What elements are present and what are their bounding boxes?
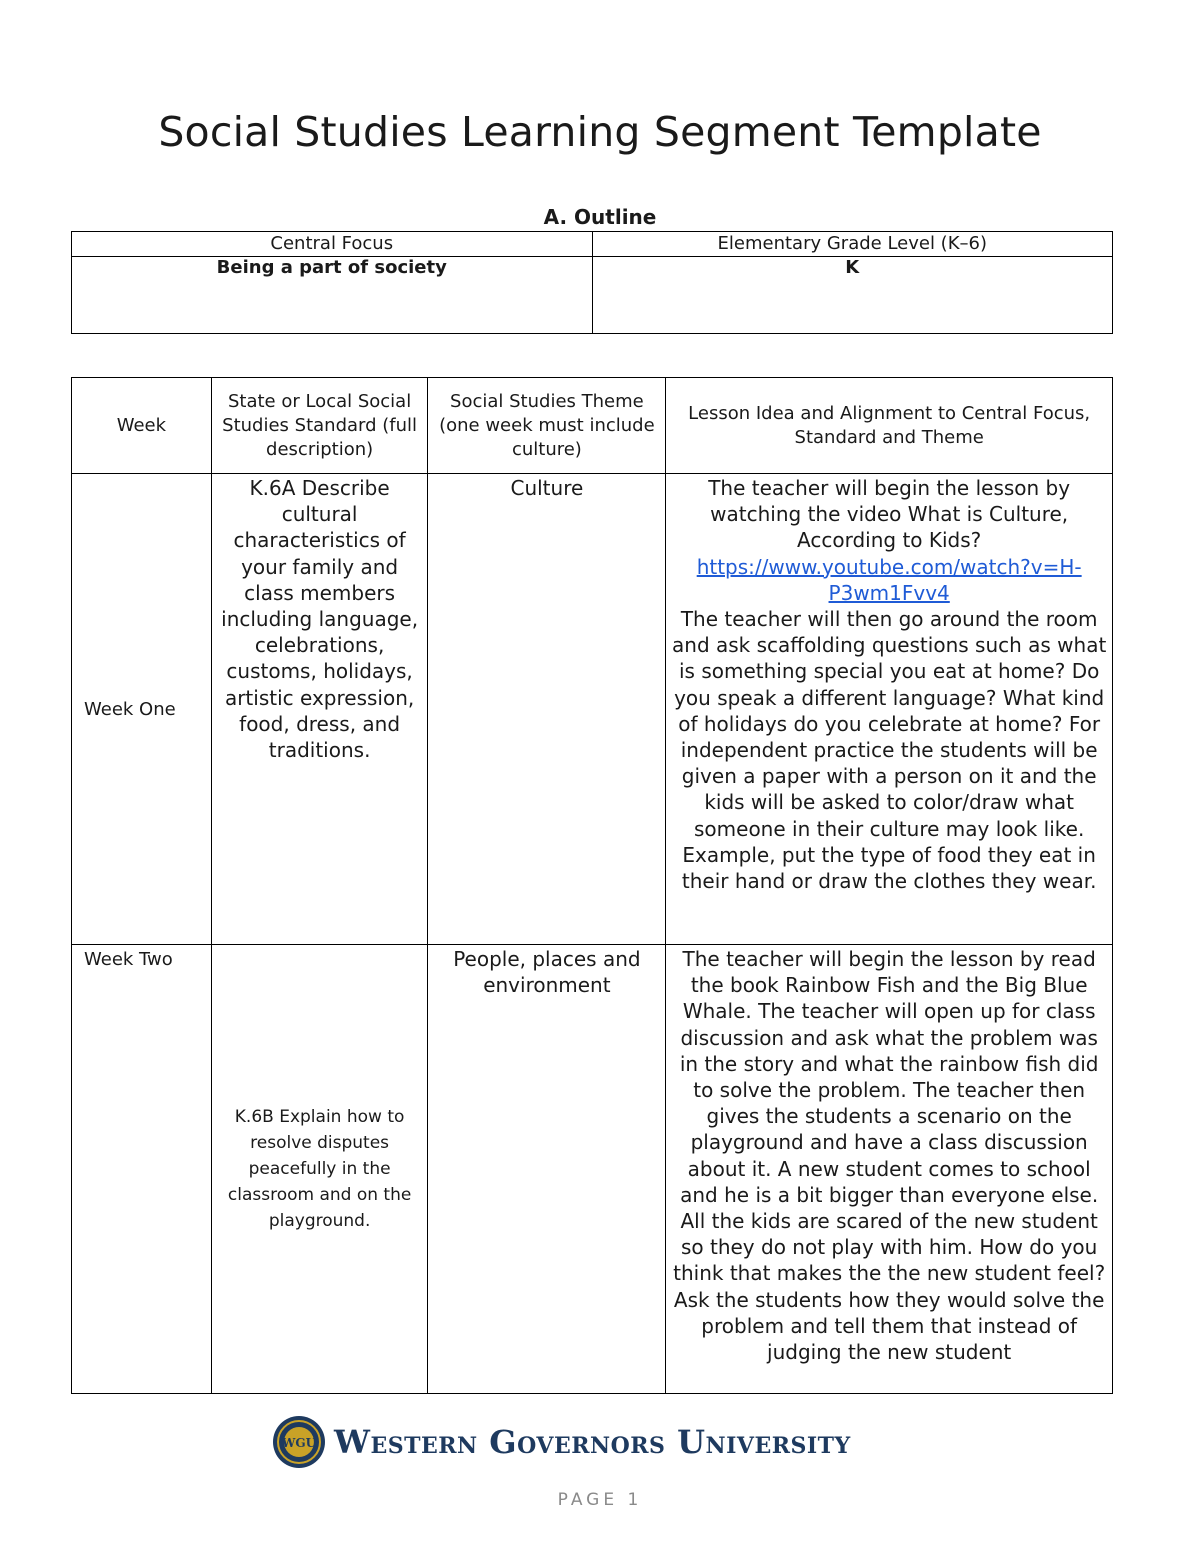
- table-row: [72, 945, 1113, 1394]
- lesson-intro-text: The teacher will begin the lesson by watching the video What is Culture, According to Kids?: [708, 476, 1071, 553]
- wgu-logo: [272, 1414, 851, 1470]
- grade-level-header: Elementary Grade Level (K–6): [592, 232, 1113, 257]
- outline-header-row: [72, 232, 1113, 257]
- video-link[interactable]: https://www.youtube.com/watch?v=H-P3wm1Fvv4: [696, 554, 1082, 605]
- grade-level-value: K: [592, 257, 1113, 334]
- lesson-rest-text: The teacher will then go around the room and ask scaffolding questions such as what is something special you eat at home? Do you speak a different language? What kind of holidays do you celebrate at home? For independent practice the students will be given a paper with a person on it and the kids will be asked to color/draw what someone in their culture may look like. Example, put the type of food they eat in their hand or draw the clothes they wear.: [672, 607, 1107, 894]
- lesson-cell: [666, 474, 1113, 945]
- logo-wordmark: Western Governors University: [334, 1423, 851, 1461]
- wgu-seal-icon: [272, 1415, 326, 1469]
- central-focus-value: Being a part of society: [72, 257, 593, 334]
- theme-cell: People, places and environment: [428, 945, 666, 1394]
- theme-header: Social Studies Theme (one week must include culture): [428, 378, 666, 474]
- document-title: Social Studies Learning Segment Template: [158, 108, 1042, 156]
- section-title: A. Outline: [543, 205, 657, 229]
- outline-value-row: [72, 257, 1113, 334]
- page-number: PAGE 1: [557, 1490, 643, 1510]
- central-focus-header: Central Focus: [72, 232, 593, 257]
- segment-header-row: [72, 378, 1113, 474]
- standard-cell: K.6B Explain how to resolve disputes peacefully in the classroom and on the playground.: [211, 945, 428, 1394]
- standard-header: State or Local Social Studies Standard (full description): [211, 378, 428, 474]
- week-cell: Week One: [72, 474, 212, 945]
- theme-cell: Culture: [428, 474, 666, 945]
- table-row: [72, 474, 1113, 945]
- week-cell: Week Two: [72, 945, 212, 1394]
- standard-cell: K.6A Describe cultural characteristics of your family and class members including language, celebrations, customs, holidays, artistic expression, food, dress, and traditions.: [211, 474, 428, 945]
- lesson-cell: The teacher will begin the lesson by read the book Rainbow Fish and the Big Blue Whale. The teacher will open up for class discussion and ask what the problem was in the story and what the rainbow fish did to solve the problem. The teacher then gives the students a scenario on the playground and have a class discussion about it. A new student comes to school and he is a bit bigger than everyone else. All the kids are scared of the new student so they do not play with him. How do you think that makes the the new student feel? Ask the students how they would solve the problem and tell them that instead of judging the new student: [666, 945, 1113, 1394]
- outline-table: [71, 231, 1113, 334]
- lesson-header: Lesson Idea and Alignment to Central Focus, Standard and Theme: [666, 378, 1113, 474]
- week-header: Week: [72, 378, 212, 474]
- learning-segment-table: [71, 377, 1113, 1394]
- seal-lettering: WGU: [281, 1436, 317, 1450]
